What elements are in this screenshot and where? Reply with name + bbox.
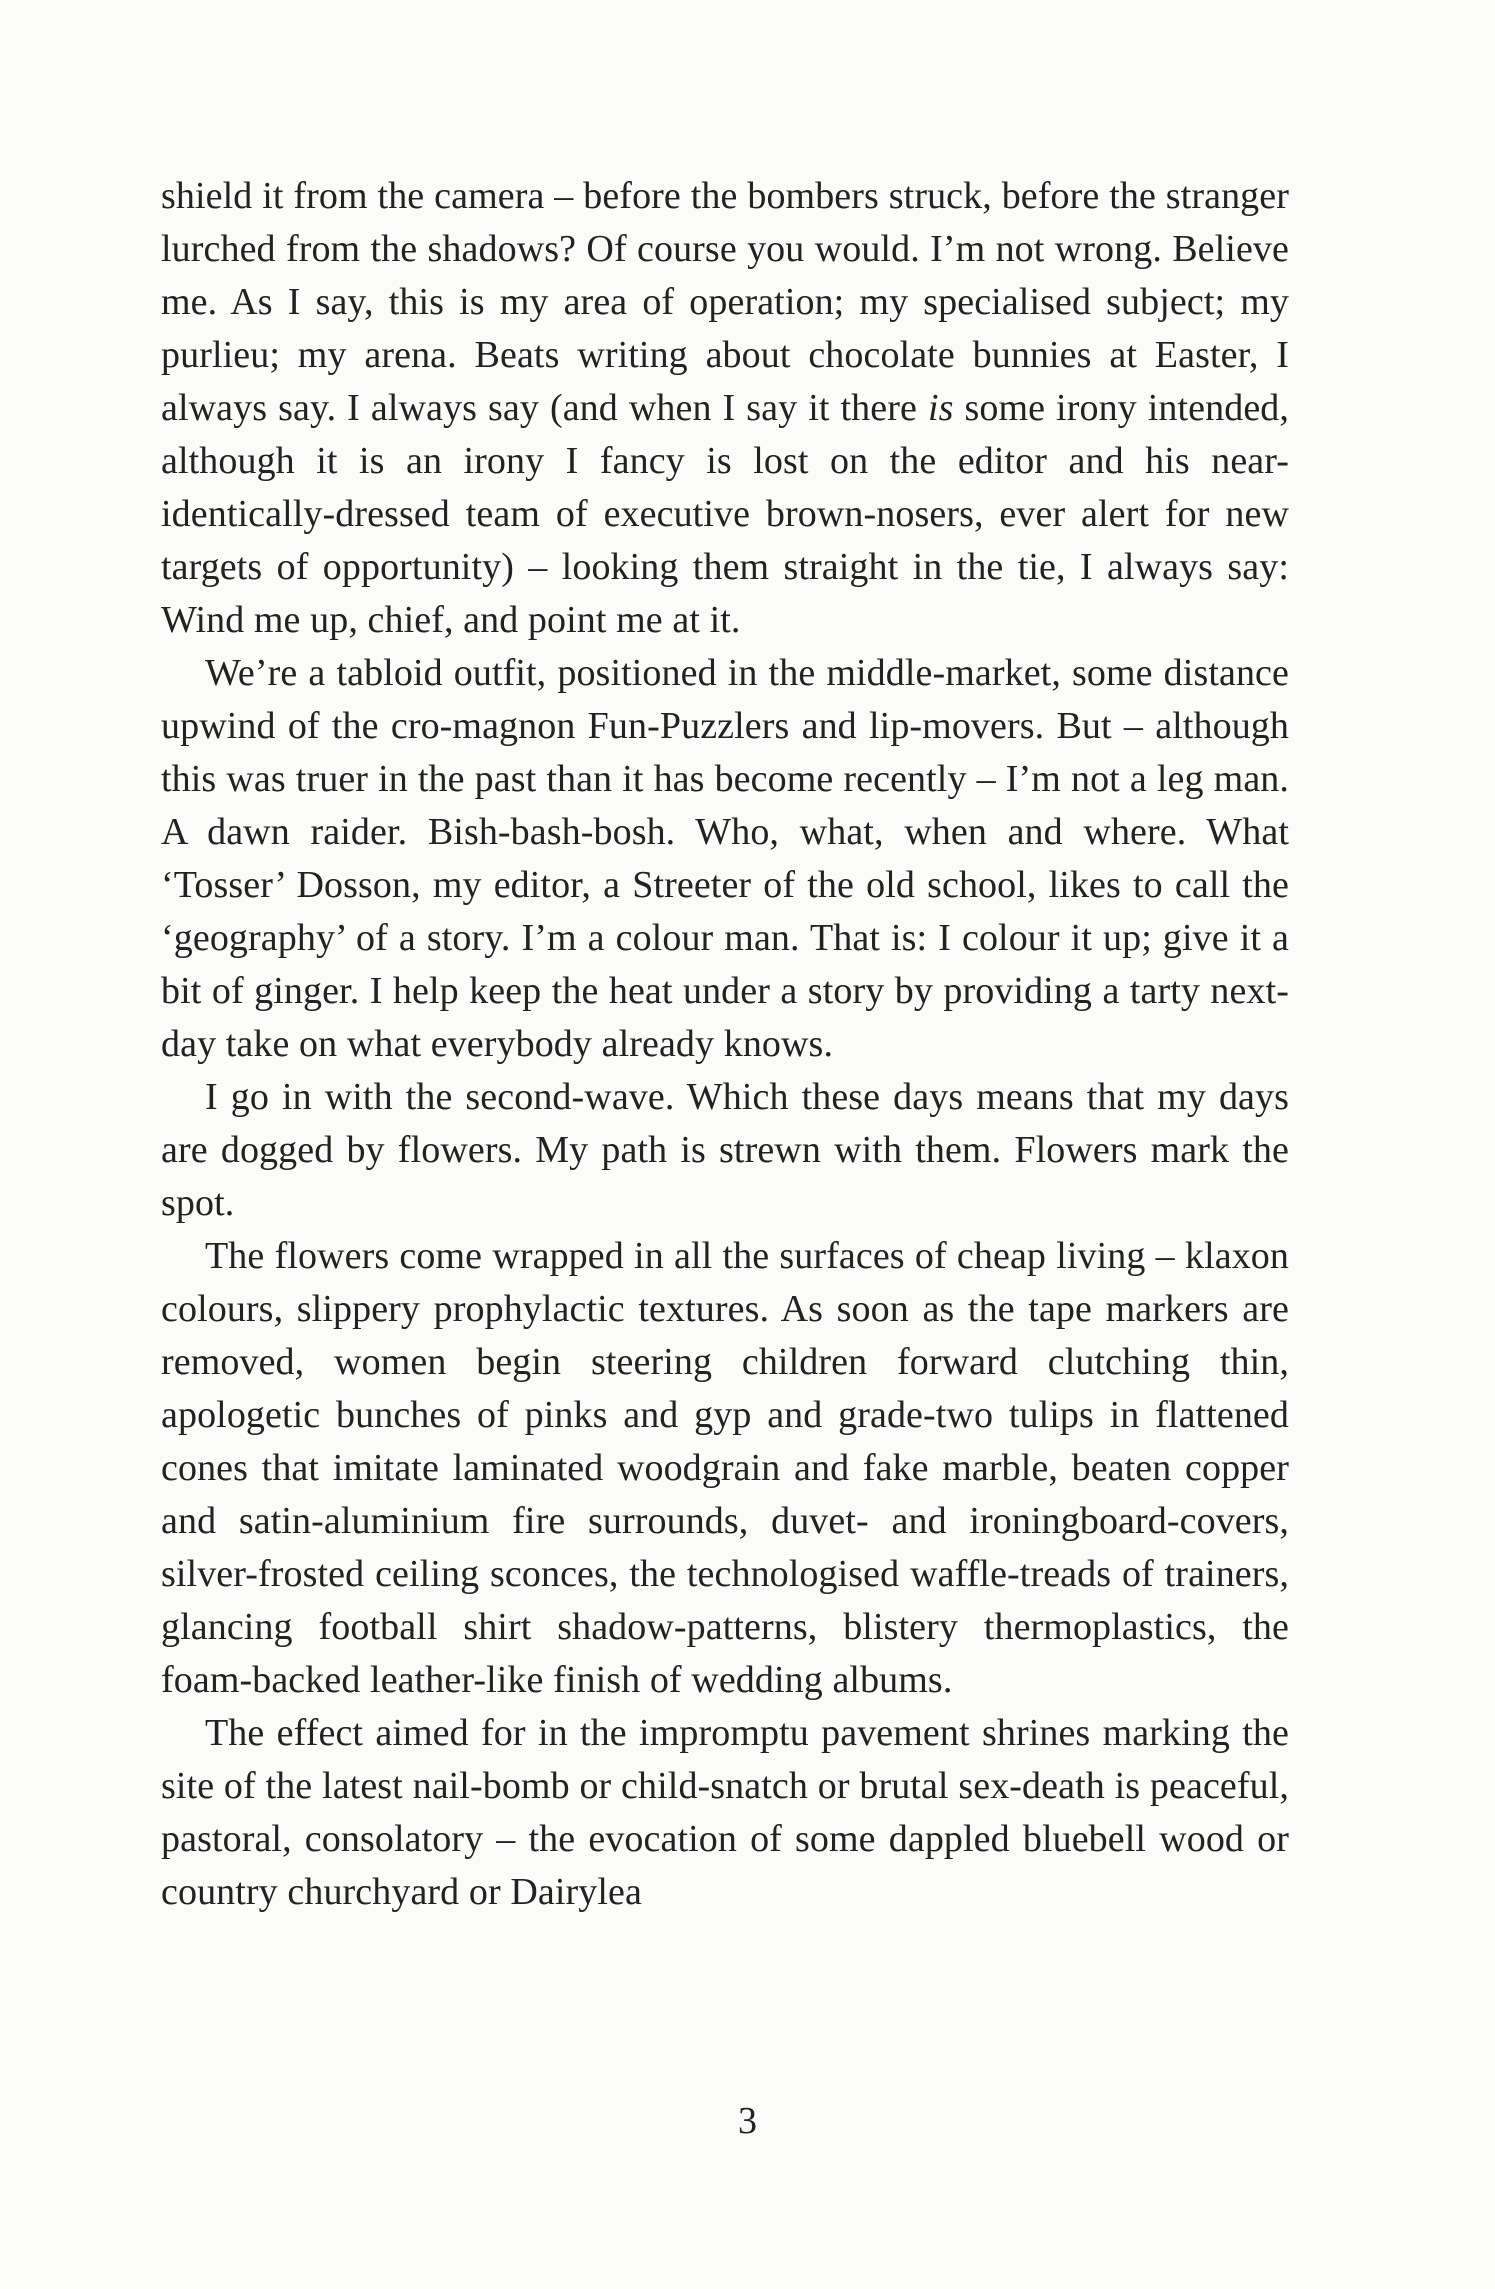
body-text [161,170,1289,1919]
paragraph-4 [161,1230,1289,1707]
paragraph-1-text-a: shield it from the camera – before the bombers struck, before the stranger lurched from the shadows? Of course you would. I’m not wrong. Believe me. As I say, this is my area of operation; my specialised subject; my purlieu; my arena. Beats writing about chocolate bunnies at Easter, I always say. I always say (and when I say it there [161,175,1289,429]
paragraph-1 [161,170,1289,647]
paragraph-2-text: We’re a tabloid outfit, positioned in the middle-market, some distance upwind of the cro-magnon Fun-Puzzlers and lip-movers. But – although this was truer in the past than it has become recently – I’m not a leg man. A dawn raider. Bish-bash-bosh. Who, what, when and where. What ‘Tosser’ Dosson, my editor, a Streeter of the old school, likes to call the ‘geography’ of a story. I’m a colour man. That is: I colour it up; give it a bit of ginger. I help keep the heat under a story by providing a tarty next-day take on what everybody already knows. [161,652,1289,1065]
paragraph-3-text: I go in with the second-wave. Which these days means that my days are dogged by flowers. My path is strewn with them. Flowers mark the spot. [161,1076,1289,1224]
paragraph-3 [161,1071,1289,1230]
paragraph-5 [161,1707,1289,1919]
paragraph-2 [161,647,1289,1071]
paragraph-1-text-b: some irony intended, although it is an irony I fancy is lost on the editor and his near-identically-dressed team of executive brown-nosers, ever alert for new targets of opportunity) – looking them straight in the tie, I always say: Wind me up, chief, and point me at it. [161,387,1290,641]
paragraph-5-text: The effect aimed for in the impromptu pavement shrines marking the site of the latest nail-bomb or child-snatch or brutal sex-death is peaceful, pastoral, consolatory – the evocation of some dappled bluebell wood or country churchyard or Dairylea [161,1712,1289,1913]
page-number: 3 [738,2100,757,2142]
paragraph-1-italic-is: is [927,387,954,429]
paragraph-4-text: The flowers come wrapped in all the surfaces of cheap living – klaxon colours, slippery prophylactic textures. As soon as the tape markers are removed, women begin steering children forward clutching thin, apologetic bunches of pinks and gyp and grade-two tulips in flattened cones that imitate laminated woodgrain and fake marble, beaten copper and satin-aluminium fire surrounds, duvet- and ironingboard-covers, silver-frosted ceiling sconces, the technologised waffle-treads of trainers, glancing football shirt shadow-patterns, blistery thermoplastics, the foam-backed leather-like finish of wedding albums. [161,1235,1289,1701]
